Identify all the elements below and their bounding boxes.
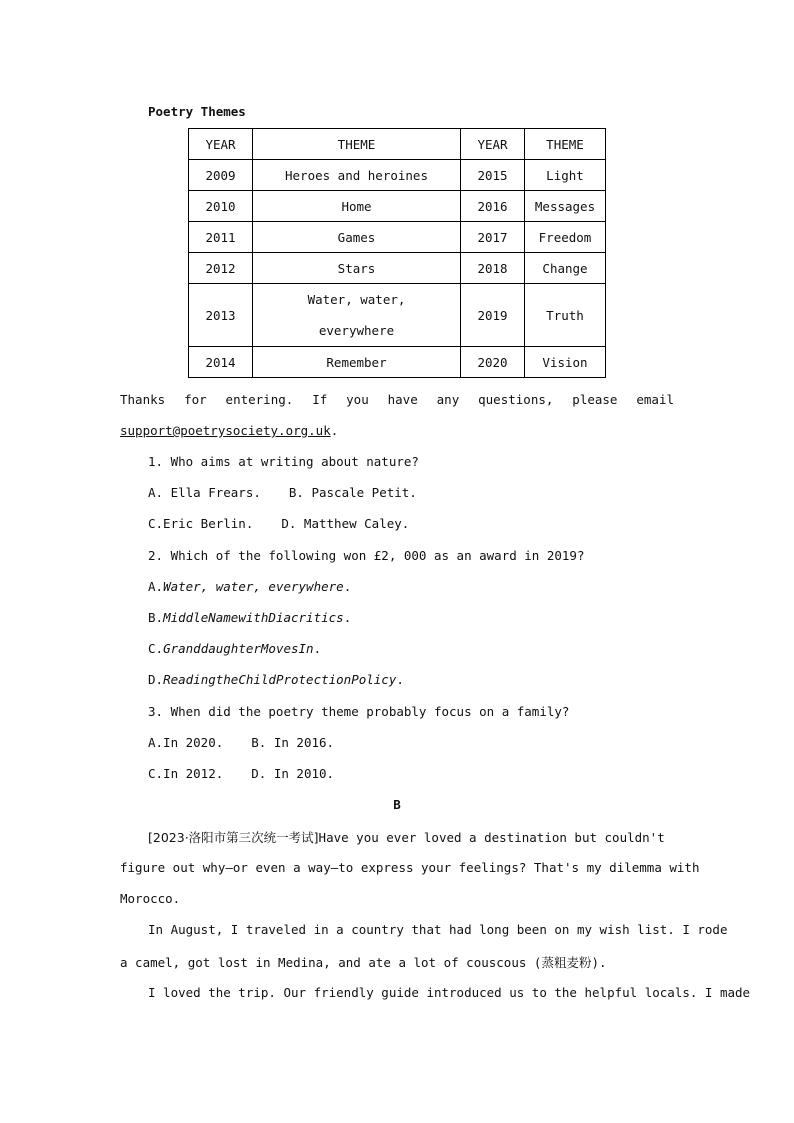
table-cell: Messages xyxy=(525,191,606,222)
passage-line: Morocco. xyxy=(120,891,181,906)
passage-text: Have you ever loved a destination but couldn't xyxy=(318,830,665,845)
table-cell: 2013 xyxy=(189,284,253,347)
table-row xyxy=(189,347,606,378)
email-link[interactable]: support@poetrysociety.org.uk xyxy=(120,423,331,438)
table-cell: Remember xyxy=(253,347,461,378)
table-row xyxy=(189,160,606,191)
question-2-option-b[interactable] xyxy=(148,610,351,625)
thanks-text: Thanks for entering. If you have any questions, please email xyxy=(120,392,674,407)
email-line xyxy=(120,423,338,438)
table-cell: Games xyxy=(253,222,461,253)
table-cell: 2010 xyxy=(189,191,253,222)
header-cell: YEAR xyxy=(189,129,253,160)
option-prefix: C. xyxy=(148,641,164,656)
option-a[interactable]: A.In 2020. xyxy=(148,735,224,750)
question-2-option-d[interactable] xyxy=(148,672,404,687)
theme-line: everywhere xyxy=(318,323,395,338)
question-1-options-ab xyxy=(148,485,417,500)
question-1-options-cd xyxy=(148,516,409,531)
table-cell: 2011 xyxy=(189,222,253,253)
question-1-stem: 1. Who aims at writing about nature? xyxy=(148,454,419,469)
header-cell: THEME xyxy=(525,129,606,160)
passage-cjk: 蒸粗麦粉 xyxy=(541,955,592,970)
option-d[interactable]: D. In 2010. xyxy=(251,766,335,781)
question-3-options-cd xyxy=(148,766,334,781)
table-cell: 2016 xyxy=(461,191,525,222)
table-cell: Light xyxy=(525,160,606,191)
passage-line: In August, I traveled in a country that had long been on my wish list. I rode xyxy=(148,922,728,937)
passage-end: ). xyxy=(591,955,607,970)
option-text: Water, water, everywhere xyxy=(163,579,344,594)
passage-line: figure out why—or even a way—to express your feelings? That's my dilemma with xyxy=(120,860,700,875)
table-cell: Heroes and heroines xyxy=(253,160,461,191)
option-end: . xyxy=(396,672,404,687)
poetry-themes-table xyxy=(188,128,606,378)
passage-line xyxy=(148,828,665,846)
theme-line: Water, water, xyxy=(307,292,406,307)
table-cell: Freedom xyxy=(525,222,606,253)
option-text: ReadingtheChildProtectionPolicy xyxy=(163,672,397,687)
table-row xyxy=(189,191,606,222)
header-cell: YEAR xyxy=(461,129,525,160)
section-b-heading: B xyxy=(393,797,401,812)
table-row xyxy=(189,284,606,347)
table-row xyxy=(189,222,606,253)
table-cell: Truth xyxy=(525,284,606,347)
option-b[interactable]: B. In 2016. xyxy=(251,735,335,750)
option-b[interactable]: B. Pascale Petit. xyxy=(288,485,417,500)
email-suffix: . xyxy=(330,423,339,438)
table-cell: Home xyxy=(253,191,461,222)
option-end: . xyxy=(343,579,352,594)
option-text: MiddleNamewithDiacritics xyxy=(163,610,344,625)
table-cell: 2017 xyxy=(461,222,525,253)
section-title: Poetry Themes xyxy=(148,104,246,119)
question-3-stem: 3. When did the poetry theme probably focus on a family? xyxy=(148,704,570,719)
question-3-options-ab xyxy=(148,735,334,750)
passage-line xyxy=(120,953,674,971)
table-header-row xyxy=(189,129,606,160)
option-c[interactable]: C.In 2012. xyxy=(148,766,224,781)
option-end: . xyxy=(343,610,352,625)
option-d[interactable]: D. Matthew Caley. xyxy=(281,516,410,531)
table-row xyxy=(189,253,606,284)
table-cell: 2018 xyxy=(461,253,525,284)
option-text: GranddaughterMovesIn xyxy=(163,641,314,656)
table-cell: 2019 xyxy=(461,284,525,347)
option-end: . xyxy=(313,641,322,656)
table-cell: 2012 xyxy=(189,253,253,284)
table-cell: 2014 xyxy=(189,347,253,378)
passage-source: [2023·洛阳市第三次统一考试] xyxy=(148,830,319,845)
table-cell: 2020 xyxy=(461,347,525,378)
table-cell: 2015 xyxy=(461,160,525,191)
passage-text: a camel, got lost in Medina, and ate a lot of couscous ( xyxy=(120,955,542,970)
option-prefix: D. xyxy=(148,672,164,687)
passage-line: I loved the trip. Our friendly guide introduced us to the helpful locals. I made xyxy=(148,985,751,1000)
table-cell: Change xyxy=(525,253,606,284)
option-c[interactable]: C.Eric Berlin. xyxy=(148,516,254,531)
header-cell: THEME xyxy=(253,129,461,160)
question-2-stem: 2. Which of the following won £2, 000 as an award in 2019? xyxy=(148,548,585,563)
table-cell: Stars xyxy=(253,253,461,284)
option-prefix: A. xyxy=(148,579,164,594)
table-cell: Vision xyxy=(525,347,606,378)
table-cell: 2009 xyxy=(189,160,253,191)
option-prefix: B. xyxy=(148,610,164,625)
option-a[interactable]: A. Ella Frears. xyxy=(148,485,261,500)
question-2-option-c[interactable] xyxy=(148,641,321,656)
question-2-option-a[interactable] xyxy=(148,579,351,594)
table-cell xyxy=(253,284,461,347)
